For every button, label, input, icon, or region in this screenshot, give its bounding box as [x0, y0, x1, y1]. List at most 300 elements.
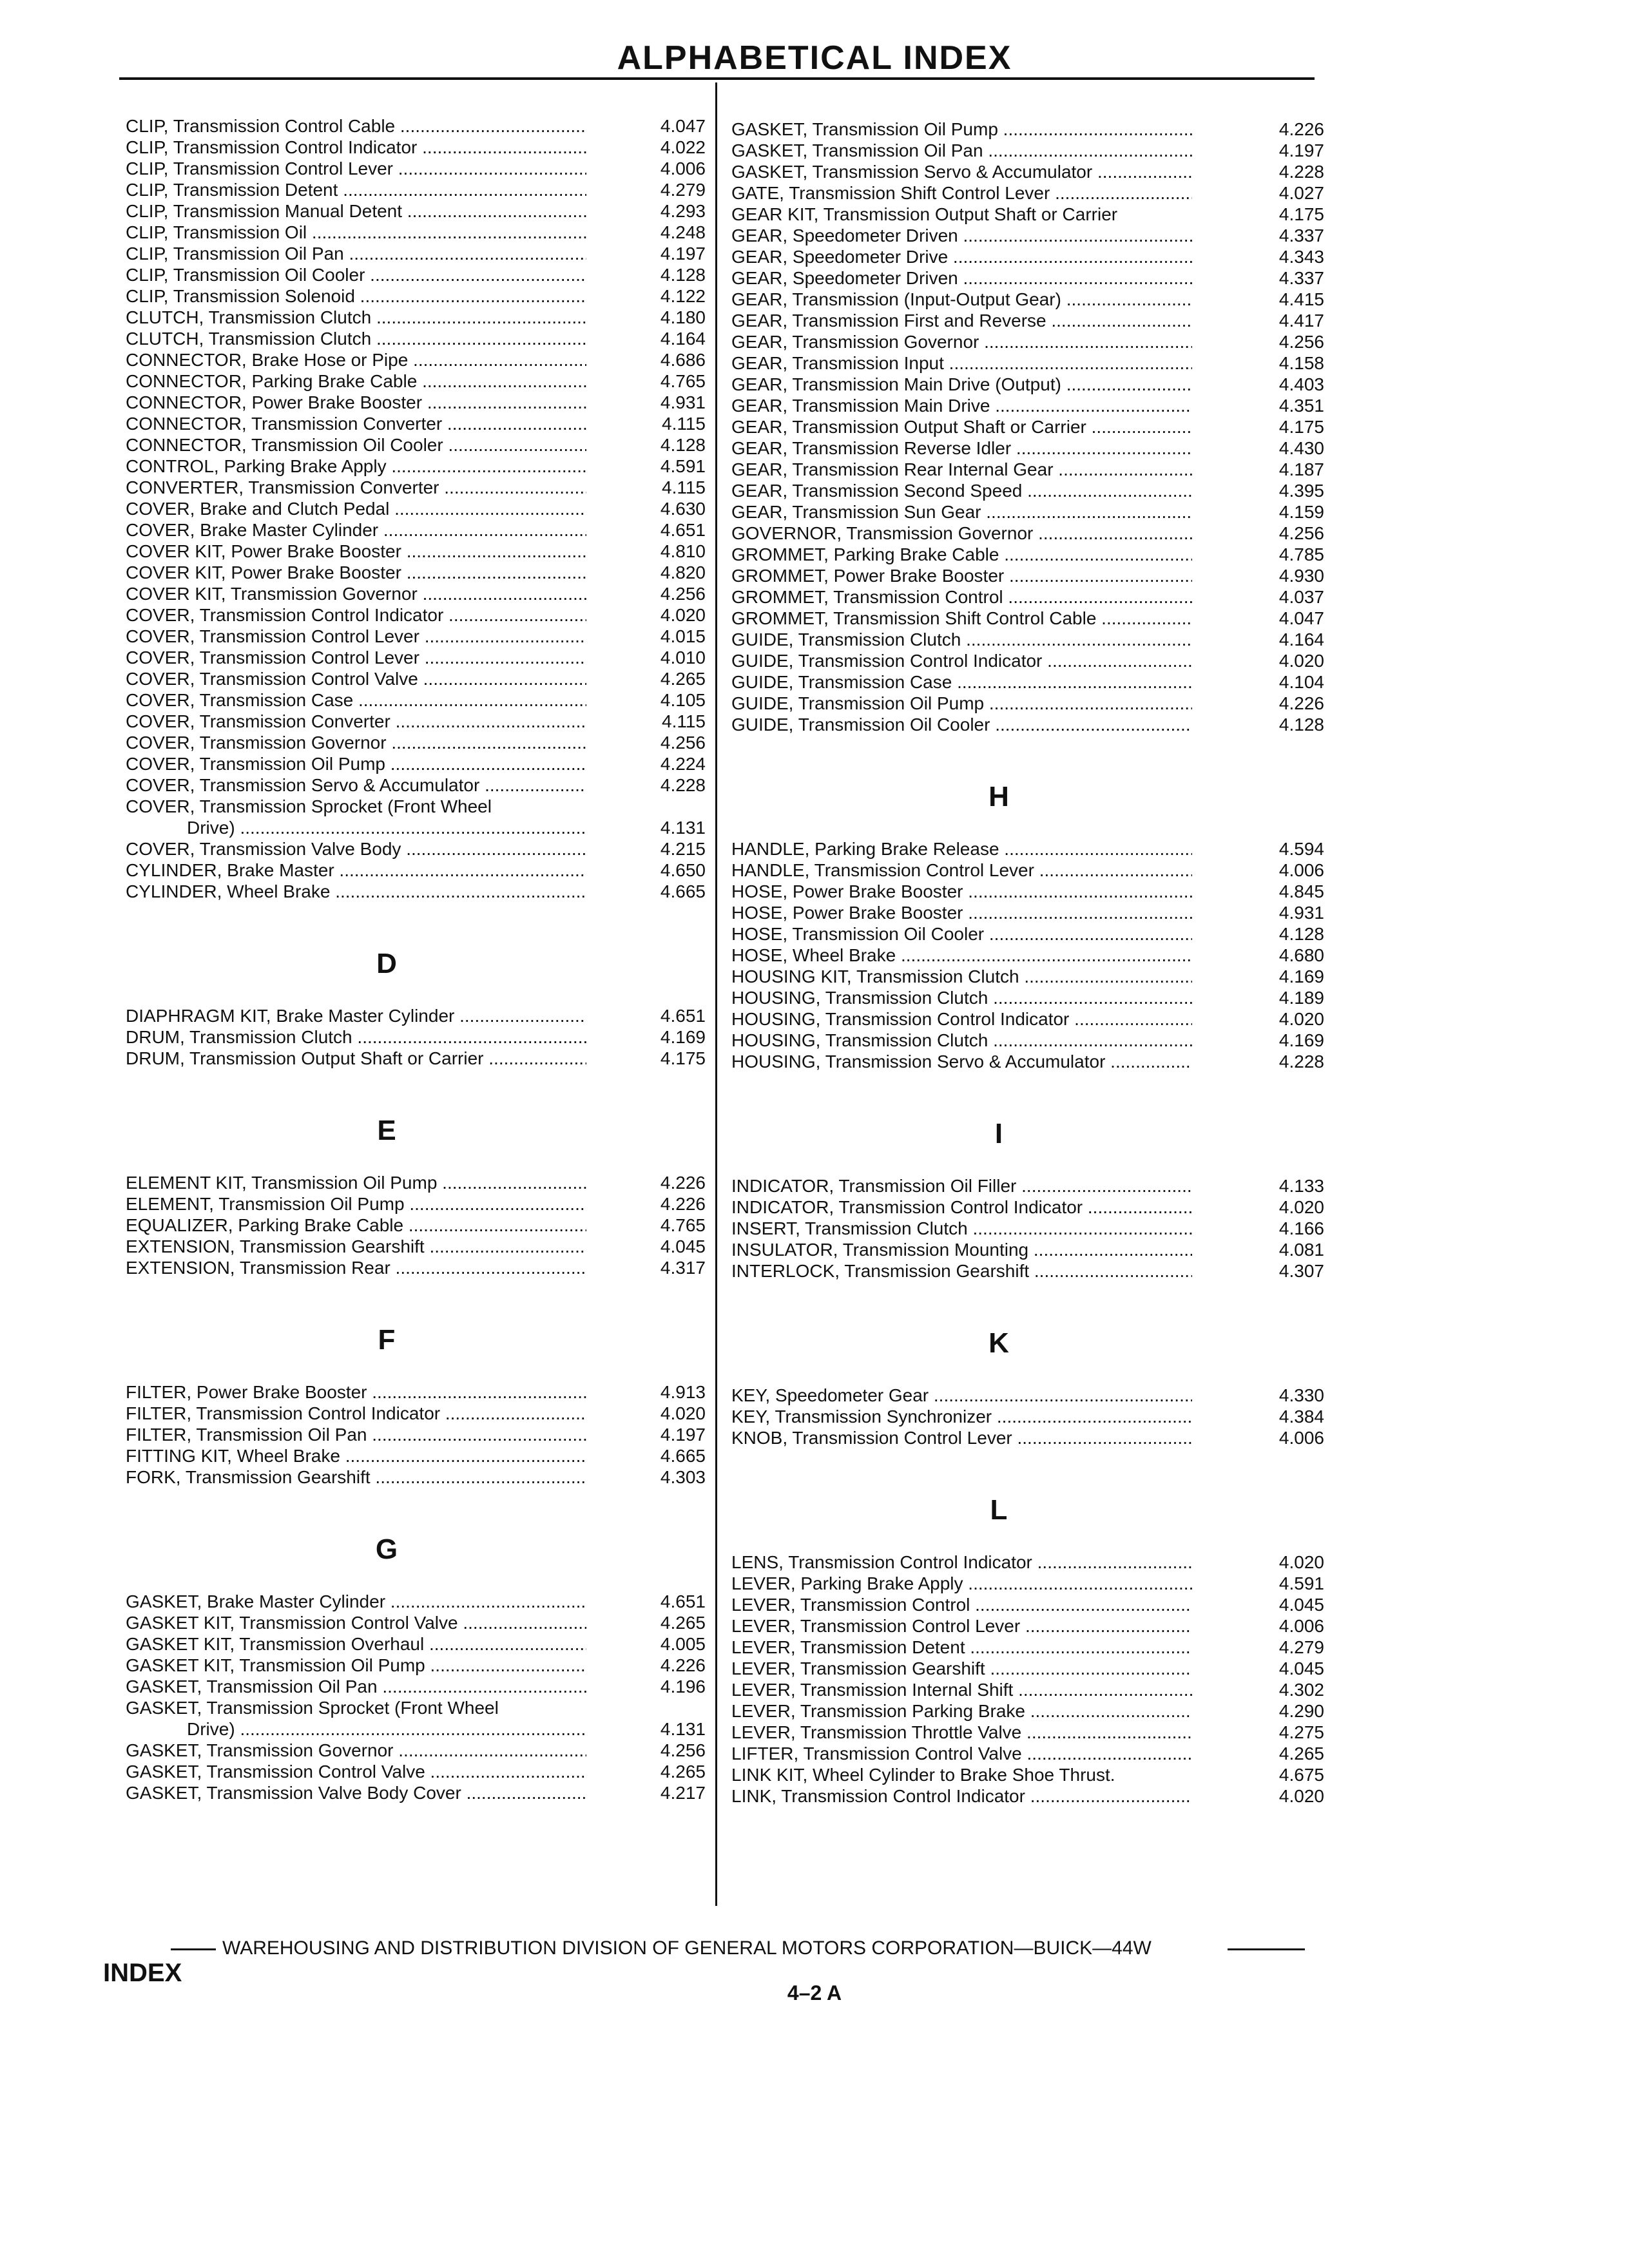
entry-page: 4.845 [1278, 881, 1324, 901]
entry-name: COVER, Transmission Sprocket (Front Wheel [126, 796, 492, 816]
index-entry [126, 754, 706, 774]
entry-name: GEAR, Transmission Rear Internal Gear ..... [731, 459, 1192, 480]
entry-name: GEAR, Transmission Input ..... [731, 353, 1192, 374]
entry-name: COVER, Brake Master Cylinder ..... [126, 520, 586, 541]
index-entry [731, 672, 1324, 693]
entry-page: 4.027 [1278, 183, 1324, 203]
index-entry [126, 541, 706, 562]
entry-page: 4.330 [1278, 1385, 1324, 1405]
entry-page: 4.765 [660, 1215, 706, 1235]
entry-name: INSULATOR, Transmission Mounting ..... [731, 1240, 1192, 1260]
entry-page: 4.006 [1278, 1428, 1324, 1448]
entry-page: 4.337 [1278, 268, 1324, 288]
entry-name: HANDLE, Transmission Control Lever ..... [731, 860, 1192, 881]
index-entry [126, 818, 706, 838]
index-entry [126, 1215, 706, 1236]
index-entry [126, 1236, 706, 1257]
index-entry [126, 1762, 706, 1782]
index-entry [126, 350, 706, 370]
entry-page: 4.594 [1278, 839, 1324, 859]
index-entry [126, 775, 706, 796]
entry-page: 4.217 [660, 1783, 706, 1803]
index-entry [731, 566, 1324, 586]
entry-name: CLIP, Transmission Control Lever ..... [126, 159, 586, 179]
entry-page: 4.226 [1278, 119, 1324, 139]
entry-name: HOSE, Power Brake Booster ..... [731, 881, 1192, 902]
entry-name: HOSE, Transmission Oil Cooler ..... [731, 924, 1192, 945]
index-entry [731, 1701, 1324, 1722]
entry-page: 4.010 [660, 648, 706, 668]
entry-name: CLIP, Transmission Solenoid ..... [126, 286, 586, 307]
entry-name: COVER, Transmission Control Lever ..... [126, 648, 586, 668]
entry-name: FILTER, Power Brake Booster ..... [126, 1382, 586, 1403]
index-entry [731, 1197, 1324, 1218]
index-entry [731, 523, 1324, 544]
entry-name: LINK KIT, Wheel Cylinder to Brake Shoe Thrust. [731, 1765, 1115, 1785]
column-divider [715, 82, 717, 1906]
index-entry [731, 140, 1324, 161]
entry-page: 4.158 [1278, 353, 1324, 373]
entry-page: 4.006 [1278, 1616, 1324, 1636]
entry-page: 4.430 [1278, 438, 1324, 458]
index-entry [126, 1403, 706, 1424]
entry-name: GUIDE, Transmission Clutch ..... [731, 629, 1192, 650]
entry-name: GATE, Transmission Shift Control Lever ..... [731, 183, 1192, 204]
index-entry [126, 307, 706, 328]
entry-name: GEAR, Speedometer Driven ..... [731, 226, 1192, 246]
entry-page: 4.175 [1278, 204, 1324, 224]
index-entry [126, 414, 706, 434]
entry-name: HOUSING KIT, Transmission Clutch ..... [731, 966, 1192, 987]
index-entry [126, 329, 706, 349]
index-entry [126, 796, 706, 817]
index-entry [126, 881, 706, 902]
entry-page: 4.164 [1278, 629, 1324, 649]
entry-page: 4.115 [662, 414, 706, 434]
index-entry [126, 669, 706, 689]
index-entry [731, 459, 1324, 480]
entry-page: 4.006 [1278, 860, 1324, 880]
entry-page: 4.224 [660, 754, 706, 774]
entry-name: INDICATOR, Transmission Oil Filler ..... [731, 1176, 1192, 1196]
entry-page: 4.265 [660, 1613, 706, 1633]
index-entry [126, 1425, 706, 1445]
entry-name: GASKET, Transmission Valve Body Cover ..... [126, 1783, 586, 1803]
entry-page: 4.020 [1278, 1552, 1324, 1572]
entry-page: 4.403 [1278, 374, 1324, 394]
entry-page: 4.415 [1278, 289, 1324, 309]
index-entry [126, 1467, 706, 1488]
index-entry [126, 456, 706, 477]
index-entry [731, 374, 1324, 395]
entry-name: HOUSING, Transmission Clutch ..... [731, 988, 1192, 1008]
entry-name: COVER, Transmission Case ..... [126, 690, 586, 711]
index-entry [731, 204, 1324, 225]
entry-page: 4.680 [1278, 945, 1324, 965]
entry-name: FILTER, Transmission Control Indicator ..... [126, 1403, 586, 1424]
index-entry [731, 1595, 1324, 1615]
entry-name: CYLINDER, Wheel Brake ..... [126, 881, 586, 902]
entry-page: 4.128 [660, 435, 706, 455]
entry-name: COVER, Transmission Valve Body ..... [126, 839, 586, 860]
entry-page: 4.275 [1278, 1722, 1324, 1742]
entry-page: 4.256 [660, 1740, 706, 1760]
entry-page: 4.591 [1278, 1573, 1324, 1593]
index-entry [126, 1677, 706, 1697]
entry-page: 4.785 [1278, 544, 1324, 564]
entry-page: 4.591 [660, 456, 706, 476]
entry-page: 4.228 [1278, 162, 1324, 182]
index-entry [126, 222, 706, 243]
index-entry [126, 159, 706, 179]
entry-name: GEAR, Transmission Main Drive ..... [731, 396, 1192, 416]
section-letter-g: G [375, 1533, 398, 1565]
index-entry [126, 392, 706, 413]
index-entry [731, 1744, 1324, 1764]
index-entry [731, 396, 1324, 416]
index-entry [731, 1637, 1324, 1658]
entry-name: GEAR, Speedometer Drive ..... [731, 247, 1192, 267]
entry-name: DIAPHRAGM KIT, Brake Master Cylinder ..... [126, 1006, 586, 1026]
section-letter-e: E [377, 1115, 396, 1146]
index-entry [126, 1006, 706, 1026]
index-entry [731, 1030, 1324, 1051]
entry-page: 4.005 [660, 1634, 706, 1654]
entry-page: 4.931 [660, 392, 706, 412]
entry-name: GASKET, Brake Master Cylinder ..... [126, 1591, 586, 1612]
entry-name: GEAR, Speedometer Driven ..... [731, 268, 1192, 289]
section-label: INDEX [103, 1959, 182, 1987]
page-number: 4–2 A [787, 1981, 842, 2004]
index-entry [731, 311, 1324, 331]
entry-name: KNOB, Transmission Control Lever ..... [731, 1428, 1192, 1448]
entry-name: LEVER, Transmission Throttle Valve ..... [731, 1722, 1192, 1743]
entry-page: 4.293 [660, 201, 706, 221]
index-entry [731, 1722, 1324, 1743]
entry-name: CONNECTOR, Parking Brake Cable ..... [126, 371, 586, 392]
index-entry [126, 435, 706, 456]
index-entry [126, 201, 706, 222]
entry-page: 4.133 [1278, 1176, 1324, 1196]
entry-page: 4.122 [660, 286, 706, 306]
entry-name: GEAR, Transmission First and Reverse ..... [731, 311, 1192, 331]
entry-page: 4.045 [660, 1236, 706, 1256]
index-entry [126, 1740, 706, 1761]
entry-page: 4.650 [660, 860, 706, 880]
entry-name: GASKET, Transmission Control Valve ..... [126, 1762, 586, 1782]
entry-page: 4.022 [660, 137, 706, 157]
entry-page: 4.686 [660, 350, 706, 370]
index-entry [126, 1194, 706, 1215]
index-entry [126, 1173, 706, 1193]
entry-page: 4.630 [660, 499, 706, 519]
entry-page: 4.180 [660, 307, 706, 327]
entry-name: CONNECTOR, Transmission Converter ..... [126, 414, 586, 434]
entry-name: COVER, Transmission Control Lever ..... [126, 626, 586, 647]
index-entry [731, 693, 1324, 714]
index-entry [731, 247, 1324, 267]
entry-name: GEAR, Transmission Second Speed ..... [731, 481, 1192, 501]
entry-page: 4.307 [1278, 1261, 1324, 1281]
entry-page: 4.248 [660, 222, 706, 242]
index-entry [126, 839, 706, 860]
index-entry [126, 648, 706, 668]
entry-page: 4.337 [1278, 226, 1324, 245]
entry-page: 4.196 [660, 1677, 706, 1696]
entry-name: CONNECTOR, Brake Hose or Pipe ..... [126, 350, 586, 370]
page-title: ALPHABETICAL INDEX [617, 39, 1012, 77]
entry-name: HOUSING, Transmission Clutch ..... [731, 1030, 1192, 1051]
index-entry [731, 1052, 1324, 1072]
entry-name: COVER KIT, Transmission Governor ..... [126, 584, 586, 604]
entry-name: HOSE, Wheel Brake ..... [731, 945, 1192, 966]
entry-page: 4.169 [1278, 1030, 1324, 1050]
entry-name: CLIP, Transmission Oil Cooler ..... [126, 265, 586, 285]
index-entry [126, 265, 706, 285]
index-entry [731, 1009, 1324, 1030]
entry-page: 4.290 [1278, 1701, 1324, 1721]
entry-name: GEAR KIT, Transmission Output Shaft or Carrier [731, 204, 1118, 224]
index-entry [731, 438, 1324, 459]
entry-page: 4.265 [660, 669, 706, 689]
entry-page: 4.265 [660, 1762, 706, 1782]
index-entry [731, 1765, 1324, 1785]
index-entry [731, 587, 1324, 608]
entry-page: 4.159 [1278, 502, 1324, 522]
entry-name: KEY, Transmission Synchronizer ..... [731, 1407, 1192, 1427]
entry-name: FORK, Transmission Gearshift ..... [126, 1467, 586, 1488]
index-entry [731, 332, 1324, 352]
entry-name: INSERT, Transmission Clutch ..... [731, 1218, 1192, 1239]
index-entry [126, 477, 706, 498]
entry-name: GEAR, Transmission (Input-Output Gear) ..... [731, 289, 1192, 310]
index-entry [126, 605, 706, 626]
entry-page: 4.047 [1278, 608, 1324, 628]
entry-page: 4.810 [660, 541, 706, 561]
entry-name: COVER, Transmission Governor ..... [126, 733, 586, 753]
entry-name: CLIP, Transmission Control Indicator ..... [126, 137, 586, 158]
entry-name: INTERLOCK, Transmission Gearshift ..... [731, 1261, 1192, 1282]
entry-page: 4.417 [1278, 311, 1324, 331]
index-entry [731, 1552, 1324, 1573]
index-entry [731, 502, 1324, 523]
section-letter-l: L [990, 1494, 1008, 1526]
index-entry [731, 1176, 1324, 1196]
entry-page: 4.351 [1278, 396, 1324, 416]
index-entry [731, 715, 1324, 735]
index-entry [126, 584, 706, 604]
entry-page: 4.131 [660, 1719, 706, 1739]
index-entry [731, 966, 1324, 987]
entry-name: LINK, Transmission Control Indicator ..... [731, 1786, 1192, 1807]
index-entry [126, 244, 706, 264]
entry-page: 4.081 [1278, 1240, 1324, 1260]
entry-name: CONNECTOR, Power Brake Booster ..... [126, 392, 586, 413]
index-entry [731, 268, 1324, 289]
index-entry [731, 629, 1324, 650]
entry-name: COVER KIT, Power Brake Booster ..... [126, 562, 586, 583]
entry-page: 4.651 [660, 1006, 706, 1026]
index-entry [731, 1616, 1324, 1637]
entry-name: CLUTCH, Transmission Clutch ..... [126, 307, 586, 328]
index-entry [731, 1240, 1324, 1260]
entry-page: 4.228 [1278, 1052, 1324, 1072]
entry-name: LIFTER, Transmission Control Valve ..... [731, 1744, 1192, 1764]
index-entry [126, 180, 706, 200]
entry-name: DRUM, Transmission Output Shaft or Carrier ..... [126, 1048, 586, 1069]
index-entry [126, 1027, 706, 1048]
entry-page: 4.651 [660, 1591, 706, 1611]
index-entry [126, 1591, 706, 1612]
entry-page: 4.169 [1278, 966, 1324, 986]
entry-page: 4.226 [1278, 693, 1324, 713]
entry-name: COVER, Brake and Clutch Pedal ..... [126, 499, 586, 519]
entry-name: CONNECTOR, Transmission Oil Cooler ..... [126, 435, 586, 456]
entry-page: 4.765 [660, 371, 706, 391]
entry-page: 4.931 [1278, 903, 1324, 923]
entry-name: LEVER, Transmission Internal Shift ..... [731, 1680, 1192, 1700]
index-entry [126, 711, 706, 732]
index-entry [731, 417, 1324, 437]
entry-name: GEAR, Transmission Sun Gear ..... [731, 502, 1192, 523]
entry-name: LEVER, Transmission Parking Brake ..... [731, 1701, 1192, 1722]
section-letter-i: I [994, 1118, 1003, 1149]
entry-name: GUIDE, Transmission Control Indicator ..... [731, 651, 1192, 671]
entry-name: GASKET, Transmission Sprocket (Front Wheel [126, 1698, 499, 1718]
entry-name: ELEMENT, Transmission Oil Pump ..... [126, 1194, 586, 1215]
index-entry [126, 562, 706, 583]
entry-page: 4.228 [660, 775, 706, 795]
entry-name: GASKET, Transmission Oil Pan ..... [731, 140, 1192, 161]
entry-name: CLIP, Transmission Oil Pan ..... [126, 244, 586, 264]
index-entry [731, 1573, 1324, 1594]
index-entry [126, 1655, 706, 1676]
entry-page: 4.651 [660, 520, 706, 540]
entry-name: CLIP, Transmission Detent ..... [126, 180, 586, 200]
entry-page: 4.226 [660, 1173, 706, 1193]
entry-page: 4.256 [1278, 332, 1324, 352]
entry-name: GEAR, Transmission Reverse Idler ..... [731, 438, 1192, 459]
entry-page: 4.104 [1278, 672, 1324, 692]
index-entry [731, 945, 1324, 966]
index-entry [731, 988, 1324, 1008]
index-entry [731, 183, 1324, 204]
section-letter-h: H [988, 781, 1009, 812]
entry-name: GROMMET, Transmission Shift Control Cable ..... [731, 608, 1192, 629]
index-entry [731, 162, 1324, 182]
footer [0, 1936, 1629, 1961]
index-entry [731, 903, 1324, 923]
entry-name: GASKET, Transmission Servo & Accumulator ..... [731, 162, 1192, 182]
entry-page: 4.175 [660, 1048, 706, 1068]
index-entry [731, 289, 1324, 310]
entry-name: GROMMET, Power Brake Booster ..... [731, 566, 1192, 586]
entry-name: GUIDE, Transmission Oil Pump ..... [731, 693, 1192, 714]
index-entry [126, 1634, 706, 1655]
entry-page: 4.197 [1278, 140, 1324, 160]
index-entry [731, 1385, 1324, 1406]
entry-page: 4.020 [1278, 1197, 1324, 1217]
entry-name: GROMMET, Parking Brake Cable ..... [731, 544, 1192, 565]
index-entry [126, 733, 706, 753]
entry-page: 4.128 [1278, 715, 1324, 735]
index-entry [731, 353, 1324, 374]
entry-page: 4.175 [1278, 417, 1324, 437]
entry-name: GASKET KIT, Transmission Control Valve ..... [126, 1613, 586, 1633]
entry-page: 4.215 [660, 839, 706, 859]
entry-page: 4.166 [1278, 1218, 1324, 1238]
entry-name: GEAR, Transmission Main Drive (Output) ..... [731, 374, 1192, 395]
entry-name: GEAR, Transmission Output Shaft or Carrier ..... [731, 417, 1192, 437]
entry-page: 4.913 [660, 1382, 706, 1402]
index-entry [126, 1719, 706, 1740]
entry-name: COVER KIT, Power Brake Booster ..... [126, 541, 586, 562]
entry-page: 4.317 [660, 1258, 706, 1278]
entry-name: CLUTCH, Transmission Clutch ..... [126, 329, 586, 349]
entry-page: 4.015 [660, 626, 706, 646]
entry-page: 4.047 [660, 116, 706, 136]
index-entry [126, 499, 706, 519]
entry-page: 4.256 [660, 584, 706, 604]
index-entry [731, 839, 1324, 860]
entry-name: LEVER, Parking Brake Apply ..... [731, 1573, 1192, 1594]
entry-name: GUIDE, Transmission Oil Cooler ..... [731, 715, 1192, 735]
entry-name: COVER, Transmission Oil Pump ..... [126, 754, 586, 774]
entry-page: 4.265 [1278, 1744, 1324, 1763]
index-entry [126, 1783, 706, 1803]
entry-page: 4.256 [660, 733, 706, 753]
entry-name: GASKET KIT, Transmission Oil Pump ..... [126, 1655, 586, 1676]
section-letter-f: F [378, 1324, 396, 1356]
entry-name: CLIP, Transmission Control Cable ..... [126, 116, 586, 137]
index-entry [126, 860, 706, 881]
index-entry [126, 371, 706, 392]
entry-name: Drive) ..... [126, 1719, 586, 1740]
entry-name: EXTENSION, Transmission Gearshift ..... [126, 1236, 586, 1257]
entry-page: 4.226 [660, 1655, 706, 1675]
entry-name: LEVER, Transmission Control Lever ..... [731, 1616, 1192, 1637]
entry-name: LEVER, Transmission Control ..... [731, 1595, 1192, 1615]
index-entry [731, 1428, 1324, 1448]
entry-name: GOVERNOR, Transmission Governor ..... [731, 523, 1192, 544]
entry-name: CONVERTER, Transmission Converter ..... [126, 477, 586, 498]
entry-name: DRUM, Transmission Clutch ..... [126, 1027, 586, 1048]
entry-page: 4.395 [1278, 481, 1324, 501]
index-entry [731, 1261, 1324, 1282]
entry-page: 4.820 [660, 562, 706, 582]
entry-page: 4.128 [660, 265, 706, 285]
entry-name: CYLINDER, Brake Master ..... [126, 860, 586, 881]
entry-page: 4.256 [1278, 523, 1324, 543]
index-entry [731, 1680, 1324, 1700]
entry-page: 4.020 [660, 1403, 706, 1423]
index-entry [126, 286, 706, 307]
entry-page: 4.128 [1278, 924, 1324, 944]
entry-name: KEY, Speedometer Gear ..... [731, 1385, 1192, 1406]
entry-name: COVER, Transmission Control Indicator ..... [126, 605, 586, 626]
index-entry [731, 651, 1324, 671]
index-entry [731, 1786, 1324, 1807]
index-entry [126, 1258, 706, 1278]
entry-page: 4.189 [1278, 988, 1324, 1008]
entry-name: GASKET KIT, Transmission Overhaul ..... [126, 1634, 586, 1655]
entry-page: 4.665 [660, 881, 706, 901]
entry-name: GASKET, Transmission Governor ..... [126, 1740, 586, 1761]
entry-page: 4.020 [1278, 1009, 1324, 1029]
entry-page: 4.930 [1278, 566, 1324, 586]
index-entry [731, 1407, 1324, 1427]
entry-page: 4.105 [660, 690, 706, 710]
